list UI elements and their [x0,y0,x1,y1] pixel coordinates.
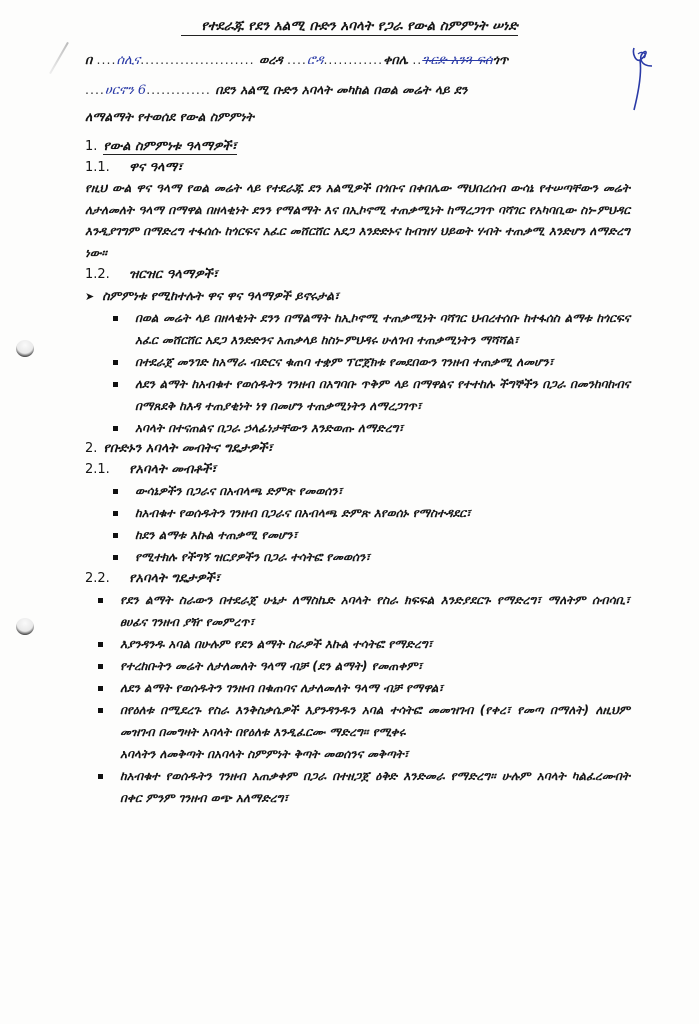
list-item: በየዕለቱ በሚደረጉ የስራ እንቅስቃሴዎች እያንዳንዱን አባል ተሳትፎ መመዝገብ (የቀረ፣ የመጣ በማለት) ለዚህም መዝገብ በመግዛት አባላት በየዕለቱ እንዲፈርሙ ማድረግ። የሚቀሩ አባላትን ለመቅጣት በአባላት ስምምነት ቅጣት መወሰንና መቅጣት፣ [120,699,630,765]
list-item: ከደን ልማቱ እኩል ተጠቃሚ የመሆን፣ [135,524,630,546]
header-line-2: ....ሀርኖን 6............. በደን አልሚ ቡድን አባላት መካከል በወል መሬት ላይ ደን [85,82,468,98]
list-item: ከአብቁተ የወሰዱትን ገንዘብ አጠቃቀም በጋራ በተዘጋጀ ዕቅድ እንድመራ የማድረግ። ሁሉም አባላት ካልፈረሙበት በቀር ምንም ገንዘብ ወጭ አለማድረግ፣ [120,765,630,809]
list-item: ለደን ልማት ከአብቁተ የወሰዱትን ገንዘብ በአግባቡ ጥቅም ላይ በማዋልና የተተከሉ ችግኞችን በጋራ በመንከባከብና በማጸደቅ ከእዳ ተጠያቂነት ነፃ በመሆን ተጠቃሚነትን ለማረጋገጥ፣ [135,373,630,417]
square-bullet-icon [113,382,118,387]
square-bullet-icon [113,489,118,494]
list-item: የሚተክሉ የችግኝ ዝርያዎችን በጋራ ተሳትፎ የመወሰን፣ [135,546,630,568]
got-label: ጎጥ [492,52,509,67]
list-item: ውሳኔዎችን በጋራና በአብላጫ ድምጽ የመወሰን፣ [135,480,630,502]
section-1-1-heading: 1.1. ዋና ዓላማ፣ [85,160,183,175]
header-line-2-text: በደን አልሚ ቡድን አባላት መካከል በወል መሬት ላይ ደን [215,82,468,97]
kebele-label: ቀበሌ [383,52,408,67]
section-1-1-paragraph: የዚህ ውል ዋና ዓላማ የወል መሬት ላይ የተደራጁ ደን አልሚዎች በጎቡና በቀበሌው ማህበረሰብ ውሳኔ የተሠጣቸውን መሬት ለታለመለት ዓላማ በማዋል በዘላቂነት ደንን የማልማት እና በኢኮኖሚ ተጠቃሚነት ከማረጋገጥ ባሻገር የአካባቢው ስነ-ምህዳር እንዲያገግም በማድረግ ተፋሰሱ ከጎርፍና አፈር መሸርሸር አደጋ እንድድኑና ከብዝሃ ህይወት ሃብት ተጠቃሚ እንድሆን ለማድረግ ነው። [85,181,630,260]
square-bullet-icon [113,316,118,321]
section-1-2-heading: 1.2. ዝርዝር ዓላማዎች፣ [85,267,219,282]
square-bullet-icon [98,664,103,669]
woreda-label: ወረዳ [258,52,283,67]
list-item: በወል መሬት ላይ በዘላቂነት ደንን በማልማት ከኢኮኖሚ ተጠቃሚነት ባሻገር ህብረተሰቡ ከተፋሰስ ልማቱ ከጎርፍና አፈር መሸርሸር አደጋ እንድድንና አጠቃላይ ከስነ-ምህዳሩ ሁለገብ ተጠቃሚነትን ማሻሻል፣ [135,307,630,351]
header-line-1: በ ....ሰሊና....................... ወረዳ ....ሮዳ............ቀበሌ ..ጉርድ አንጓ ፍሰጎጥ [85,52,509,68]
square-bullet-icon [113,511,118,516]
signature-svg [630,44,656,114]
section-1-2-list [85,307,630,439]
square-bullet-icon [113,533,118,538]
square-bullet-icon [98,598,103,603]
handwritten-woreda: ሮዳ [306,53,324,68]
handwritten-zone: ሰሊና [116,53,141,68]
section-1-2-intro: ➤ ስምምነቱ የሚከተሉት ዋና ዋና ዓላማዎች ይኖሩታል፣ [85,288,340,303]
square-bullet-icon [113,426,118,431]
square-bullet-icon [98,686,103,691]
list-item: አባላት በተናጠልና በጋራ ኃላፊነታቸውን እንድወጡ ለማድረግ፣ [135,417,630,439]
list-item-continuation: አባላትን ለመቅጣት በአባላት ስምምነት ቅጣት መወሰንና መቅጣት፣ [120,747,409,761]
handwritten-kebele: ጉርድ አንጓ ፍሰ [422,53,493,68]
punch-hole-icon [16,618,34,635]
document-title: የተደራጁ የደን አልሚ ቡድን አባላት የጋራ የውል ስምምነት ሠነድ [0,18,699,34]
section-2-heading: 2. የቡድኑን አባላት መብትና ግዴታዎች፣ [85,441,273,456]
list-item: በተደራጀ መንገድ ከአማራ ብድርና ቁጠባ ተቋም ፕሮጀክቱ የመደበውን ገንዘብ ተጠቃሚ ለመሆን፣ [135,351,630,373]
list-item: እያንዳንዱ አባል በሁሉም የደን ልማት ስራዎች እኩል ተሳትፎ የማድረግ፣ [120,633,630,655]
punch-hole-icon [16,340,34,357]
square-bullet-icon [98,708,103,713]
section-2-1-heading: 2.1. የአባላት መብቶች፣ [85,462,217,477]
section-1-heading: 1. የውል ስምምነቱ ዓላማዎች፣ [85,139,237,154]
square-bullet-icon [98,774,103,779]
section-2-2-heading: 2.2. የአባላት ግዴታዎች፣ [85,571,221,586]
header-line-3: ለማልማት የተወሰደ የውል ስምምነት [85,109,254,124]
section-2-1-list [85,480,630,568]
document-body [85,137,630,809]
list-item: የተረከቡትን መሬት ለታለመለት ዓላማ ብቻ (ደን ልማት) የመጠቀም፣ [120,655,630,677]
square-bullet-icon [113,555,118,560]
header-prefix: በ [85,52,93,67]
square-bullet-icon [113,360,118,365]
handwritten-got: ሀርኖን 6 [104,83,147,98]
scan-edge-mark [49,42,69,74]
signature-icon [630,44,656,118]
list-item: የደን ልማት ስራውን በተደራጀ ሁኔታ ለማስኬድ አባላት የስራ ክፍፍል እንድያደርጉ የማድረግ፣ ማለትም ሰብሳቢ፣ ፀሀፊና ገንዘብ ያዥ የመምረጥ፣ [120,589,630,633]
arrow-bullet-icon: ➤ [85,290,95,303]
list-item: ከአብቁተ የወሰዱትን ገንዘብ በጋራና በአብላጫ ድምጽ እየወሰኑ የማስተዳደር፣ [135,502,630,524]
list-item: ለደን ልማት የወሰዱትን ገንዘብ በቁጠባና ለታለመለት ዓላማ ብቻ የማዋል፣ [120,677,630,699]
section-2-2-list [85,589,630,809]
square-bullet-icon [98,642,103,647]
